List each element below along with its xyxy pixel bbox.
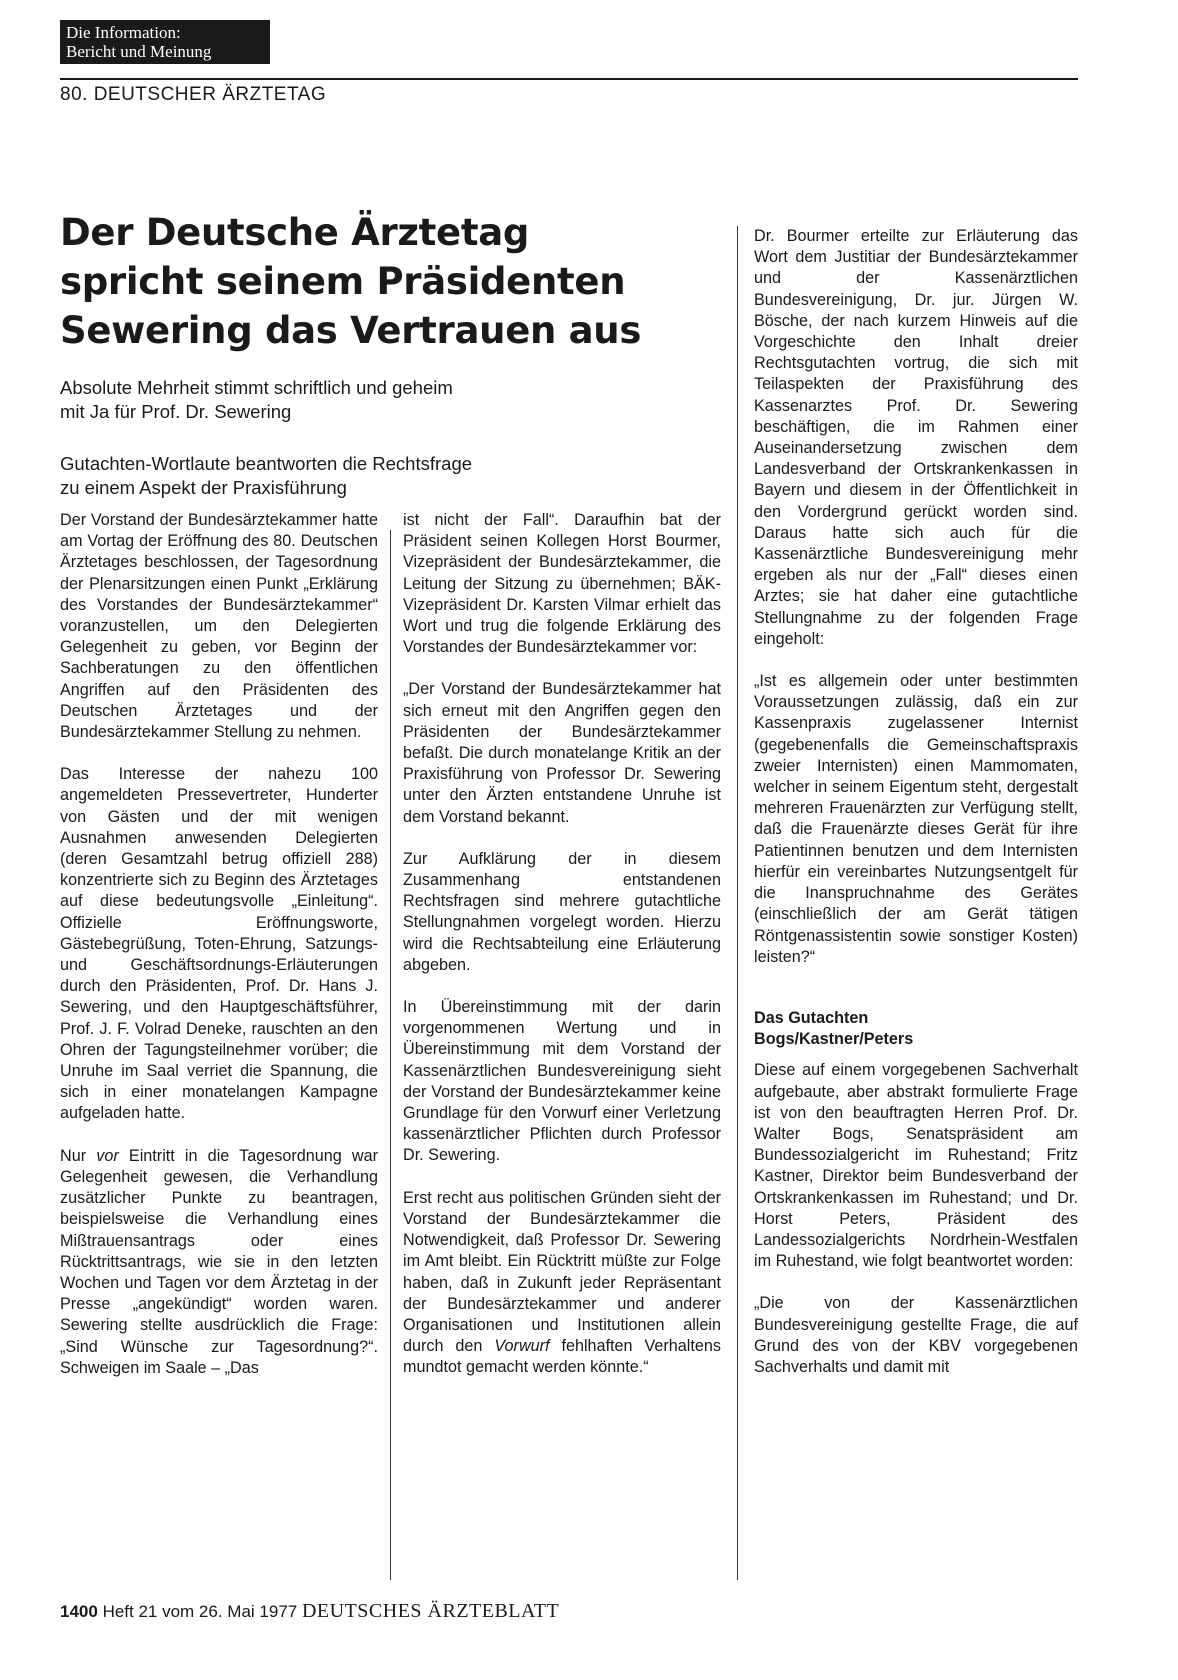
subhead-1 <box>60 376 620 424</box>
headline-line-3: Sewering das Vertrauen aus <box>60 309 642 352</box>
article-column-1 <box>60 510 378 1400</box>
paragraph: In Übereinstimmung mit der darin vorgenommenen Wertung und in Übereinstimmung mit dem Vorstand der Kassenärztlichen Bundesvereinigung sieht der Vorstand der Bundesärztekammer keine Grundlage für den Vorwurf einer Verletzung kassenärztlicher Pflichten durch Professor Dr. Sewering. <box>403 998 721 1165</box>
text-run: Erst recht aus politischen Gründen sieht der Vorstand der Bundesärztekammer die Notwendigkeit, daß Professor Dr. Sewering im Amt bleibt. Ein Rücktritt müßte zur Folge haben, daß in Zukunft jeder Repräsentant der Bundesärztekammer und anderer Organisationen und Institutionen allein durch den <box>403 1188 721 1356</box>
header-rule <box>60 78 1078 80</box>
subheading-line-1: Das Gutachten <box>754 1008 869 1027</box>
paragraph <box>60 1146 378 1379</box>
section-label: 80. DEUTSCHER ÄRZTETAG <box>60 84 327 105</box>
paragraph: „Der Vorstand der Bundesärztekammer hat sich erneut mit den Angriffen gegen den Präsidenten der Bundesärztekammer befaßt. Die durch monatelange Kritik an der Praxisführung von Professor Dr. Sewering unter den Ärzten entstandene Unruhe ist dem Vorstand bekannt. <box>403 680 721 826</box>
article-column-3 <box>754 226 1078 1399</box>
paragraph: Das Interesse der nahezu 100 angemeldeten Pressevertreter, Hunderter von Gästen und der mit wenigen Ausnahmen anwesenden Delegierten (deren Gesamtzahl betrug offiziell 288) konzentrierte sich zu Beginn des Ärztetages auf diese bedeutungsvolle „Einleitung“. Offizielle Eröffnungsworte, Gästebegrüßung, Toten-Ehrung, Satzungs- und Geschäftsordnungs-Erläuterungen durch den Präsidenten, Prof. Dr. Hans J. Sewering, und den Hauptgeschäftsführer, Prof. J. F. Volrad Deneke, rauschten an den Ohren der Tagungsteilnehmer vorüber; die Unruhe im Saal verriet die Spannung, die sich in einer monatelangen Kampagne aufgeladen hatte. <box>60 765 378 1123</box>
section-subheading <box>754 1008 1078 1050</box>
subhead-2-line-2: zu einem Aspekt der Praxisführung <box>60 477 347 498</box>
column-divider-2 <box>737 226 738 1580</box>
paragraph: ist nicht der Fall“. Daraufhin bat der Präsident seinen Kollegen Horst Bourmer, Vizepräsident der Bundesärztekammer, die Leitung der Sitzung zu übernehmen; BÄK-Vizepräsident Dr. Karsten Vilmar erhielt das Wort und trug die folgende Erklärung des Vorstandes der Bundesärztekammer vor: <box>403 511 721 657</box>
issue-info: Heft 21 vom 26. Mai 1977 <box>102 1602 298 1621</box>
text-run: Nur <box>60 1146 97 1165</box>
paragraph: Zur Aufklärung der in diesem Zusammenhang entstandenen Rechtsfragen sind mehrere gutachtliche Stellungnahmen vorgelegt worden. Hierzu wird die Rechtsabteilung eine Erläuterung abgeben. <box>403 849 721 974</box>
subheading-line-2: Bogs/Kastner/Peters <box>754 1030 914 1049</box>
page-number: 1400 <box>60 1602 98 1621</box>
headline-line-1: Der Deutsche Ärztetag <box>60 211 530 254</box>
paragraph: Dr. Bourmer erteilte zur Erläuterung das Wort dem Justitiar der Bundesärztekammer und der Kassenärztlichen Bundesvereinigung, Dr. jur. Jürgen W. Bösche, der nach kurzem Hinweis auf die Vorgeschichte den Inhalt dreier Rechtsgutachten vortrug, die sich mit Teilaspekten der Praxisführung des Kassenarztes Prof. Dr. Sewering beschäftigen, die im Rahmen einer Auseinandersetzung zwischen dem Landesverband der Ortskrankenkassen in Bayern und diesem in der Öffentlichkeit in den Vordergrund gerückt worden sind. Daraus hatte sich auch für die Kassenärztliche Bundesvereinigung mehr ergeben als nur der „Fall“ dieses einen Arztes; sie hat daher eine gutachtliche Stellungnahme zu der folgenden Frage eingeholt: <box>754 227 1078 648</box>
emphasis: Vorwurf <box>494 1337 550 1356</box>
subhead-2-line-1: Gutachten-Wortlaute beantworten die Rechtsfrage <box>60 453 473 474</box>
article-column-2 <box>403 510 721 1400</box>
rubric-line-1: Die Information: <box>66 23 181 42</box>
paragraph: Diese auf einem vorgegebenen Sachverhalt aufgebaute, aber abstrakt formulierte Frage ist von den beauftragten Herren Prof. Dr. Walter Bogs, Senatspräsident am Bundessozialgericht im Ruhestand; Fritz Kastner, Direktor beim Bundesverband der Ortskrankenkassen im Ruhestand; und Dr. Horst Peters, Präsident des Landessozialgerichts Nordrhein-Westfalen im Ruhestand, wie folgt beantwortet worden: <box>754 1061 1078 1271</box>
headline <box>60 208 700 355</box>
column-divider-1 <box>390 530 391 1580</box>
headline-line-2: spricht seinem Präsidenten <box>60 260 626 303</box>
paragraph: Der Vorstand der Bundesärztekammer hatte am Vortag der Eröffnung des 80. Deutschen Ärztetages beschlossen, der Tagesordnung der Plenarsitzungen einen Punkt „Erklärung des Vorstandes der Bundesärztekammer“ voranzustellen, um den Delegierten Gelegenheit zu geben, vor Beginn der Sachberatungen zu den öffentlichen Angriffen auf den Präsidenten des Deutschen Ärztetages und der Bundesärztekammer Stellung zu nehmen. <box>60 511 378 742</box>
text-run: Eintritt in die Tagesordnung war Gelegenheit gewesen, die Verhandlung zusätzlicher Punkte zu beantragen, beispielsweise die Verhandlung eines Mißtrauensantrags oder eines Rücktrittsantrags, wie sie in den letzten Wochen und Tagen vor dem Ärztetag in der Presse „angekündigt“ worden waren. Sewering stellte ausdrücklich die Frage: „Sind Wünsche zur Tagesordnung?“. Schweigen im Saale – „Das <box>60 1146 378 1377</box>
rubric-line-2: Bericht und Meinung <box>66 42 212 61</box>
paragraph: „Die von der Kassenärztlichen Bundesvereinigung gestellte Frage, die auf Grund des von der KBV vorgegebenen Sachverhalts und damit mit <box>754 1294 1078 1376</box>
magazine-name: DEUTSCHES ÄRZTEBLATT <box>301 1600 560 1622</box>
paragraph: „Ist es allgemein oder unter bestimmten Voraussetzungen zulässig, daß ein zur Kassenpraxis zugelassener Internist (gegebenenfalls die Gemeinschaftspraxis zweier Internisten) einen Mammomaten, welcher in seinem Eigentum steht, dergestalt mehreren Frauenärzten zur Verfügung stellt, daß die Frauenärzte dieses Gerät für ihre Patientinnen benutzen und dem Internisten hierfür ein vereinbartes Nutzungsentgelt für die Inanspruchnahme des Gerätes (einschließlich der am Gerät tätigen Röntgenassistentin sowie sonstiger Kosten) leisten?“ <box>754 672 1078 966</box>
emphasis: vor <box>96 1146 119 1165</box>
paragraph <box>403 1188 721 1379</box>
subhead-2 <box>60 452 620 500</box>
text-run: fehlhaften Verhaltens mundtot gemacht werden könnte.“ <box>403 1337 721 1377</box>
page-footer <box>60 1600 559 1623</box>
rubric-box <box>60 20 270 64</box>
subhead-1-line-2: mit Ja für Prof. Dr. Sewering <box>60 401 292 422</box>
subhead-1-line-1: Absolute Mehrheit stimmt schriftlich und geheim <box>60 377 453 398</box>
